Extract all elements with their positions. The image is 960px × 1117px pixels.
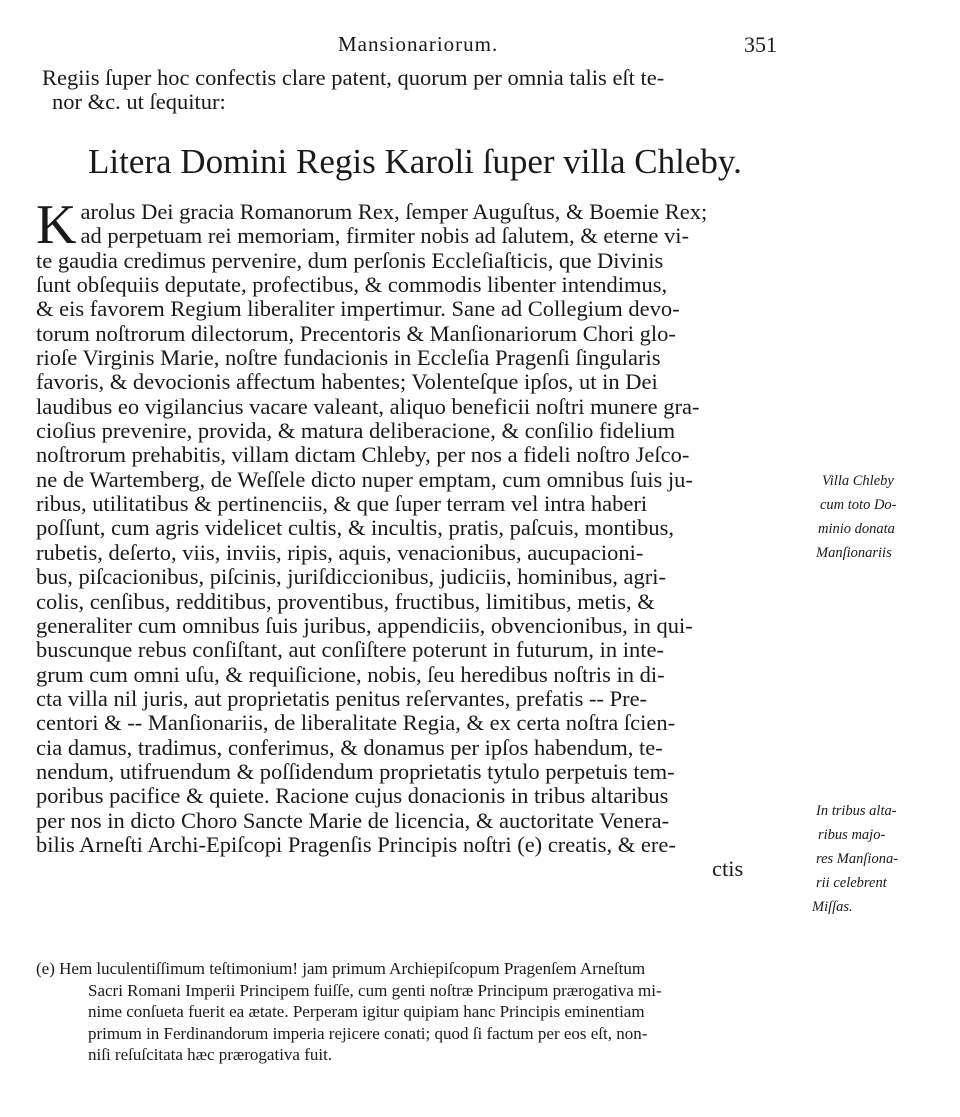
body-line: arolus Dei gracia Romanorum Rex, ſemper Auguſtus, & Boemie Rex; [80,199,708,224]
drop-cap: K [36,194,77,256]
body-line: buscunque rebus conſiſtant, aut conſiſtere poterunt in futurum, in inte- [36,637,664,663]
body-line: nendum, utifruendum & poſſidendum proprietatis tytulo perpetuis tem- [36,758,675,784]
footnote [36,958,826,1066]
body-line: noſtrorum prehabitis, villam dictam Chleby, per nos a fideli noſtro Jeſco- [36,442,690,468]
footnote-line: (e) Hem luculentiſſimum teſtimonium! jam primum Archiepiſcopum Pragenſem Arneſtum [36,959,646,978]
body-line: cta villa nil juris, aut proprietatis penitus reſervantes, prefatis -- Pre- [36,685,648,711]
body-line: rubetis, deſerto, viis, inviis, ripis, aquis, venacionibus, aucupacioni- [36,539,644,565]
margin-note: minio donata [818,521,895,537]
body-line: favoris, & devocionis affectum habentes; Volenteſque ipſos, ut in Dei [36,369,658,395]
body-line: per nos in dicto Choro Sancte Marie de licencia, & auctoritate Venera- [36,807,670,833]
margin-note: rii celebrent [816,875,887,891]
body-line: torum noſtrorum dilectorum, Precentoris & Manſionariorum Chori glo- [36,320,676,346]
body-line: grum cum omni uſu, & requiſicione, nobis, ſeu heredibus noſtris in di- [36,661,665,687]
body-line: generaliter cum omnibus ſuis juribus, appendiciis, obvencionibus, in qui- [36,612,693,638]
margin-note: Manſionariis [816,545,892,561]
body-line: ctis [712,856,744,882]
margin-note: ribus majo- [818,827,886,843]
body-line: poribus pacifice & quiete. Racione cujus donacionis in tribus altaribus [36,783,669,809]
margin-note: Villa Chleby [822,473,894,489]
body-line: rioſe Virginis Marie, noſtre fundacionis in Eccleſia Pragenſi ſingularis [36,345,661,371]
body-line: centori & -- Manſionariis, de liberalitate Regia, & ex certa noſtra ſcien- [36,710,676,736]
footnote-line: Sacri Romani Imperii Principem fuiſſe, cum genti noſtræ Principum prærogativa mi- [88,980,662,1000]
charter-text [36,194,816,882]
intro-line: nor &c. ut ſequitur: [52,89,226,115]
body-line: cia damus, tradimus, conferimus, & donamus per ipſos habendum, te- [36,734,663,760]
running-head-title: Mansionariorum. [338,32,499,56]
footnote-line: primum in Ferdinandorum imperia rejicere conati; quod ſi factum per eos eſt, non- [88,1023,648,1043]
intro-line: Regiis ſuper hoc confectis clare patent, quorum per omnia talis eſt te- [42,65,665,90]
body-line: laudibus eo vigilancius vacare valeant, aliquo beneficii noſtri munere gra- [36,393,700,419]
margin-note: cum toto Do- [820,497,897,513]
margin-note: res Manſiona- [816,851,899,867]
body-line: ad perpetuam rei memoriam, firmiter nobis ad ſalutem, & eterne vi- [80,223,689,249]
body-line: ribus, utilitatibus & pertinenciis, & que ſuper terram vel intra haberi [36,491,648,517]
margin-note: In tribus alta- [816,803,897,819]
intro-paragraph [42,66,812,115]
body-line: & eis favorem Regium liberaliter impertimur. Sane ad Collegium devo- [36,296,680,322]
margin-note: Miſſas. [812,899,853,915]
page-number: 351 [744,32,777,57]
body-line: poſſunt, cum agris videlicet cultis, & incultis, pratis, paſcuis, montibus, [36,515,675,541]
body-line: ſunt obſequiis deputate, profectibus, & commodis libenter intendimus, [36,272,668,298]
footnote-line: nime conſueta fuerit ea ætate. Perperam igitur quipiam hanc Principis eminentiam [88,1002,645,1021]
body-line: colis, cenſibus, redditibus, proventibus, fructibus, limitibus, metis, & [36,588,655,614]
body-line: bus, piſcacionibus, piſcinis, juriſdiccionibus, judiciis, hominibus, agri- [36,564,666,590]
body-line: bilis Arneſti Archi-Epiſcopi Pragenſis Principis noſtri (e) creatis, & ere- [36,831,676,857]
body-line: ne de Wartemberg, de Weſſele dicto nuper emptam, cum omnibus ſuis ju- [36,466,693,492]
footnote-line: niſi reſuſcitata hæc prærogativa fuit. [88,1045,333,1064]
document-heading: Litera Domini Regis Karoli ſuper villa Chleby. [88,142,742,181]
running-head [0,28,960,58]
body-line: cioſius prevenire, provida, & matura deliberacione, & conſilio fidelium [36,418,676,444]
body-line: te gaudia credimus pervenire, dum perſonis Eccleſiaſticis, que Divinis [36,247,664,273]
